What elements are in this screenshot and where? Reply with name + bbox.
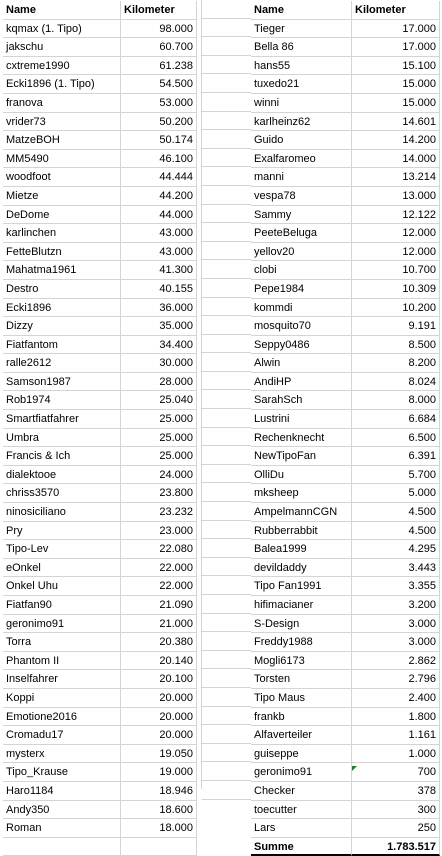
spacer-cell[interactable] — [202, 279, 251, 298]
kilometer-cell[interactable]: 36.000 — [121, 299, 197, 318]
name-cell[interactable]: Sammy — [251, 206, 352, 225]
name-cell[interactable]: FetteBlutzn — [3, 243, 121, 262]
spacer-cell[interactable] — [202, 205, 251, 224]
spacer-cell[interactable] — [202, 223, 251, 242]
name-cell[interactable]: dialektooe — [3, 466, 121, 485]
name-cell[interactable]: jakschu — [3, 38, 121, 57]
name-cell[interactable]: kqmax (1. Tipo) — [3, 20, 121, 39]
name-cell[interactable]: Tipo Maus — [251, 689, 352, 708]
kilometer-cell[interactable]: 20.000 — [121, 689, 197, 708]
kilometer-cell[interactable]: 14.200 — [352, 131, 440, 150]
kilometer-cell[interactable]: 8.500 — [352, 336, 440, 355]
name-cell[interactable]: winni — [251, 94, 352, 113]
kilometer-cell[interactable]: 22.000 — [121, 559, 197, 578]
spacer-cell[interactable] — [202, 298, 251, 317]
kilometer-cell[interactable] — [121, 838, 197, 856]
name-cell[interactable]: cxtreme1990 — [3, 57, 121, 76]
spacer-cell[interactable] — [202, 595, 251, 614]
name-cell[interactable]: Alfaverteiler — [251, 726, 352, 745]
name-cell[interactable]: Lars — [251, 819, 352, 838]
kilometer-cell[interactable]: 10.700 — [352, 261, 440, 280]
spacer-cell[interactable] — [202, 614, 251, 633]
name-cell[interactable]: Lustrini — [251, 410, 352, 429]
kilometer-cell[interactable]: 2.400 — [352, 689, 440, 708]
name-cell[interactable]: DeDome — [3, 206, 121, 225]
name-cell[interactable]: karlheinz62 — [251, 113, 352, 132]
kilometer-cell[interactable]: 44.444 — [121, 168, 197, 187]
kilometer-cell[interactable]: 44.200 — [121, 187, 197, 206]
name-cell[interactable]: Rechenknecht — [251, 429, 352, 448]
name-cell[interactable]: Tipo-Lev — [3, 540, 121, 559]
spacer-cell[interactable] — [202, 781, 251, 800]
kilometer-cell[interactable]: 23.232 — [121, 503, 197, 522]
kilometer-cell[interactable]: 50.174 — [121, 131, 197, 150]
kilometer-cell[interactable]: 3.200 — [352, 596, 440, 615]
kilometer-cell[interactable]: 30.000 — [121, 354, 197, 373]
name-cell[interactable] — [3, 838, 121, 856]
spacer-cell[interactable] — [202, 353, 251, 372]
name-cell[interactable]: Torsten — [251, 670, 352, 689]
spacer-cell[interactable] — [202, 428, 251, 447]
name-cell[interactable]: Mogli6173 — [251, 652, 352, 671]
name-cell[interactable]: Umbra — [3, 429, 121, 448]
total-value[interactable]: 1.783.517 — [352, 838, 440, 856]
name-cell[interactable]: chriss3570 — [3, 484, 121, 503]
header-kilometer[interactable]: Kilometer — [352, 1, 440, 20]
spacer-cell[interactable] — [202, 93, 251, 112]
kilometer-cell[interactable]: 19.050 — [121, 745, 197, 764]
kilometer-cell[interactable]: 15.000 — [352, 94, 440, 113]
name-cell[interactable]: NewTipoFan — [251, 447, 352, 466]
name-cell[interactable]: karlinchen — [3, 224, 121, 243]
name-cell[interactable]: Bella 86 — [251, 38, 352, 57]
name-cell[interactable]: Alwin — [251, 354, 352, 373]
name-cell[interactable]: Fiatfan90 — [3, 596, 121, 615]
kilometer-cell[interactable]: 8.024 — [352, 373, 440, 392]
name-cell[interactable]: OlliDu — [251, 466, 352, 485]
kilometer-cell[interactable]: 700 — [352, 763, 440, 782]
kilometer-cell[interactable]: 6.684 — [352, 410, 440, 429]
kilometer-cell[interactable]: 50.200 — [121, 113, 197, 132]
kilometer-cell[interactable]: 61.238 — [121, 57, 197, 76]
name-cell[interactable]: woodfoot — [3, 168, 121, 187]
name-cell[interactable]: Rubberrabbit — [251, 522, 352, 541]
name-cell[interactable]: Balea1999 — [251, 540, 352, 559]
spacer-cell[interactable] — [202, 316, 251, 335]
kilometer-cell[interactable]: 20.000 — [121, 726, 197, 745]
header-name[interactable]: Name — [3, 1, 121, 20]
kilometer-cell[interactable]: 46.100 — [121, 150, 197, 169]
kilometer-cell[interactable]: 17.000 — [352, 20, 440, 39]
spacer-cell[interactable] — [202, 688, 251, 707]
kilometer-cell[interactable]: 43.000 — [121, 243, 197, 262]
kilometer-cell[interactable]: 378 — [352, 782, 440, 801]
kilometer-cell[interactable]: 22.080 — [121, 540, 197, 559]
kilometer-cell[interactable]: 21.090 — [121, 596, 197, 615]
spacer-cell[interactable] — [202, 744, 251, 763]
name-cell[interactable]: AmpelmannCGN — [251, 503, 352, 522]
spacer-cell[interactable] — [202, 409, 251, 428]
name-cell[interactable]: Tipo Fan1991 — [251, 577, 352, 596]
kilometer-cell[interactable]: 34.400 — [121, 336, 197, 355]
name-cell[interactable]: Samson1987 — [3, 373, 121, 392]
name-cell[interactable]: Destro — [3, 280, 121, 299]
spacer-cell[interactable] — [202, 707, 251, 726]
name-cell[interactable]: Rob1974 — [3, 391, 121, 410]
name-cell[interactable]: yellov20 — [251, 243, 352, 262]
spacer-cell[interactable] — [202, 112, 251, 131]
spacer-cell[interactable] — [202, 725, 251, 744]
name-cell[interactable]: frankb — [251, 708, 352, 727]
name-cell[interactable]: toecutter — [251, 801, 352, 820]
name-cell[interactable]: Francis & Ich — [3, 447, 121, 466]
kilometer-cell[interactable]: 41.300 — [121, 261, 197, 280]
name-cell[interactable]: SarahSch — [251, 391, 352, 410]
kilometer-cell[interactable]: 1.800 — [352, 708, 440, 727]
kilometer-cell[interactable]: 12.122 — [352, 206, 440, 225]
kilometer-cell[interactable]: 22.000 — [121, 577, 197, 596]
name-cell[interactable]: devildaddy — [251, 559, 352, 578]
name-cell[interactable]: Haro1184 — [3, 782, 121, 801]
kilometer-cell[interactable]: 14.601 — [352, 113, 440, 132]
name-cell[interactable]: Pry — [3, 522, 121, 541]
kilometer-cell[interactable]: 1.000 — [352, 745, 440, 764]
name-cell[interactable]: Roman — [3, 819, 121, 838]
name-cell[interactable]: S-Design — [251, 615, 352, 634]
kilometer-cell[interactable]: 4.500 — [352, 522, 440, 541]
kilometer-cell[interactable]: 4.500 — [352, 503, 440, 522]
spacer-column — [201, 0, 251, 789]
kilometer-cell[interactable]: 13.214 — [352, 168, 440, 187]
kilometer-cell[interactable]: 3.443 — [352, 559, 440, 578]
name-cell[interactable]: Tipo_Krause — [3, 763, 121, 782]
name-cell[interactable]: vrider73 — [3, 113, 121, 132]
name-cell[interactable]: Freddy1988 — [251, 633, 352, 652]
name-cell[interactable]: Checker — [251, 782, 352, 801]
name-cell[interactable]: Ecki1896 — [3, 299, 121, 318]
kilometer-cell[interactable]: 25.000 — [121, 410, 197, 429]
kilometer-cell[interactable]: 54.500 — [121, 75, 197, 94]
kilometer-cell[interactable]: 18.000 — [121, 819, 197, 838]
kilometer-cell[interactable]: 6.391 — [352, 447, 440, 466]
name-cell[interactable]: geronimo91 — [251, 763, 352, 782]
header-name[interactable]: Name — [251, 1, 352, 20]
spacer-cell[interactable] — [202, 446, 251, 465]
name-cell[interactable]: Torra — [3, 633, 121, 652]
spacer-cell[interactable] — [202, 521, 251, 540]
kilometer-cell[interactable]: 35.000 — [121, 317, 197, 336]
name-cell[interactable]: Onkel Uhu — [3, 577, 121, 596]
kilometer-cell[interactable]: 98.000 — [121, 20, 197, 39]
kilometer-cell[interactable]: 15.000 — [352, 75, 440, 94]
spacer-cell[interactable] — [202, 0, 251, 19]
kilometer-cell[interactable]: 3.000 — [352, 633, 440, 652]
name-cell[interactable]: Emotione2016 — [3, 708, 121, 727]
kilometer-cell[interactable]: 2.796 — [352, 670, 440, 689]
spacer-cell[interactable] — [202, 186, 251, 205]
kilometer-cell[interactable]: 1.161 — [352, 726, 440, 745]
spacer-cell[interactable] — [202, 335, 251, 354]
name-cell[interactable]: AndiHP — [251, 373, 352, 392]
header-kilometer[interactable]: Kilometer — [121, 1, 197, 20]
kilometer-cell[interactable]: 8.000 — [352, 391, 440, 410]
spacer-cell[interactable] — [202, 483, 251, 502]
name-cell[interactable]: mosquito70 — [251, 317, 352, 336]
spacer-cell[interactable] — [202, 539, 251, 558]
kilometer-cell[interactable]: 23.800 — [121, 484, 197, 503]
kilometer-cell[interactable]: 17.000 — [352, 38, 440, 57]
spacer-cell[interactable] — [202, 465, 251, 484]
spacer-cell[interactable] — [202, 149, 251, 168]
kilometer-cell[interactable]: 14.000 — [352, 150, 440, 169]
name-cell[interactable]: Dizzy — [3, 317, 121, 336]
name-cell[interactable]: Mahatma1961 — [3, 261, 121, 280]
name-cell[interactable]: Pepe1984 — [251, 280, 352, 299]
spacer-cell[interactable] — [202, 632, 251, 651]
kilometer-cell[interactable]: 12.000 — [352, 243, 440, 262]
kilometer-cell[interactable]: 3.000 — [352, 615, 440, 634]
kilometer-cell[interactable]: 20.100 — [121, 670, 197, 689]
spacer-cell[interactable] — [202, 74, 251, 93]
kilometer-cell[interactable]: 9.191 — [352, 317, 440, 336]
spacer-cell[interactable] — [202, 19, 251, 38]
kilometer-cell[interactable]: 2.862 — [352, 652, 440, 671]
kilometer-cell[interactable]: 20.140 — [121, 652, 197, 671]
kilometer-cell[interactable]: 20.380 — [121, 633, 197, 652]
name-cell[interactable]: Seppy0486 — [251, 336, 352, 355]
kilometer-cell[interactable]: 12.000 — [352, 224, 440, 243]
left-table — [3, 1, 197, 856]
name-cell[interactable]: Inselfahrer — [3, 670, 121, 689]
kilometer-cell[interactable]: 28.000 — [121, 373, 197, 392]
kilometer-cell[interactable]: 40.155 — [121, 280, 197, 299]
spacer-cell[interactable] — [202, 502, 251, 521]
name-cell[interactable]: Mietze — [3, 187, 121, 206]
name-cell[interactable]: Ecki1896 (1. Tipo) — [3, 75, 121, 94]
spacer-cell[interactable] — [202, 130, 251, 149]
kilometer-cell[interactable]: 23.000 — [121, 522, 197, 541]
name-cell[interactable]: Exalfaromeo — [251, 150, 352, 169]
kilometer-cell[interactable]: 44.000 — [121, 206, 197, 225]
kilometer-cell[interactable]: 250 — [352, 819, 440, 838]
kilometer-cell[interactable]: 21.000 — [121, 615, 197, 634]
kilometer-cell[interactable]: 10.200 — [352, 299, 440, 318]
kilometer-cell[interactable]: 3.355 — [352, 577, 440, 596]
fill-handle-marker[interactable] — [352, 766, 357, 771]
name-cell[interactable]: Guido — [251, 131, 352, 150]
spacer-cell[interactable] — [202, 37, 251, 56]
name-cell[interactable]: kommdi — [251, 299, 352, 318]
kilometer-cell[interactable]: 18.600 — [121, 801, 197, 820]
name-cell[interactable]: mysterx — [3, 745, 121, 764]
kilometer-cell[interactable]: 24.000 — [121, 466, 197, 485]
name-cell[interactable]: Fiatfantom — [3, 336, 121, 355]
kilometer-cell[interactable]: 8.200 — [352, 354, 440, 373]
spacer-cell[interactable] — [202, 762, 251, 781]
kilometer-cell[interactable]: 53.000 — [121, 94, 197, 113]
spacer-cell[interactable] — [202, 372, 251, 391]
kilometer-cell[interactable]: 20.000 — [121, 708, 197, 727]
name-cell[interactable]: PeeteBeluga — [251, 224, 352, 243]
name-cell[interactable]: clobi — [251, 261, 352, 280]
spacer-cell[interactable] — [202, 651, 251, 670]
name-cell[interactable]: Cromadu17 — [3, 726, 121, 745]
kilometer-cell[interactable]: 10.309 — [352, 280, 440, 299]
spacer-cell[interactable] — [202, 390, 251, 409]
kilometer-cell[interactable]: 43.000 — [121, 224, 197, 243]
name-cell[interactable]: hans55 — [251, 57, 352, 76]
name-cell[interactable]: Phantom II — [3, 652, 121, 671]
name-cell[interactable]: MM5490 — [3, 150, 121, 169]
name-cell[interactable]: eOnkel — [3, 559, 121, 578]
kilometer-cell[interactable]: 4.295 — [352, 540, 440, 559]
right-table — [251, 1, 440, 856]
name-cell[interactable]: guiseppe — [251, 745, 352, 764]
kilometer-cell[interactable]: 25.000 — [121, 447, 197, 466]
kilometer-cell[interactable]: 5.000 — [352, 484, 440, 503]
kilometer-cell[interactable]: 300 — [352, 801, 440, 820]
name-cell[interactable]: Smartfiatfahrer — [3, 410, 121, 429]
spacer-cell[interactable] — [202, 242, 251, 261]
name-cell[interactable]: Tieger — [251, 20, 352, 39]
name-cell[interactable]: hifimacianer — [251, 596, 352, 615]
total-label[interactable]: Summe — [251, 838, 352, 856]
spacer-cell[interactable] — [202, 167, 251, 186]
spacer-cell[interactable] — [202, 260, 251, 279]
kilometer-cell[interactable]: 15.100 — [352, 57, 440, 76]
spacer-cell[interactable] — [202, 669, 251, 688]
name-cell[interactable]: manni — [251, 168, 352, 187]
spacer-cell[interactable] — [202, 576, 251, 595]
name-cell[interactable]: mksheep — [251, 484, 352, 503]
name-cell[interactable]: ralle2612 — [3, 354, 121, 373]
kilometer-cell[interactable]: 60.700 — [121, 38, 197, 57]
kilometer-cell[interactable]: 18.946 — [121, 782, 197, 801]
name-cell[interactable]: ninosiciliano — [3, 503, 121, 522]
kilometer-cell[interactable]: 6.500 — [352, 429, 440, 448]
kilometer-cell[interactable]: 13.000 — [352, 187, 440, 206]
kilometer-cell[interactable]: 25.040 — [121, 391, 197, 410]
kilometer-cell[interactable]: 19.000 — [121, 763, 197, 782]
name-cell[interactable]: vespa78 — [251, 187, 352, 206]
kilometer-cell[interactable]: 25.000 — [121, 429, 197, 448]
spacer-cell[interactable] — [202, 558, 251, 577]
spacer-cell[interactable] — [202, 56, 251, 75]
name-cell[interactable]: tuxedo21 — [251, 75, 352, 94]
name-cell[interactable]: Andy350 — [3, 801, 121, 820]
kilometer-cell[interactable]: 5.700 — [352, 466, 440, 485]
name-cell[interactable]: geronimo91 — [3, 615, 121, 634]
name-cell[interactable]: MatzeBOH — [3, 131, 121, 150]
name-cell[interactable]: Koppi — [3, 689, 121, 708]
name-cell[interactable]: franova — [3, 94, 121, 113]
